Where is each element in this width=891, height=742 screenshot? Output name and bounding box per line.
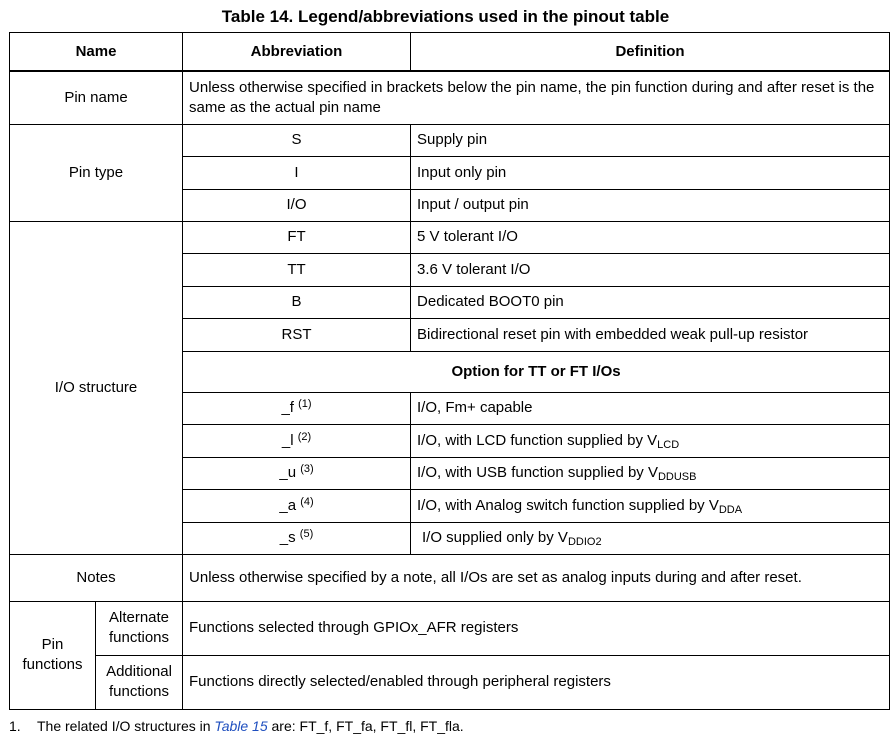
abbr-cell [183, 424, 411, 457]
footnote-ref: (1) [298, 398, 312, 410]
subscript: DDA [718, 503, 743, 516]
function-label: Additional functions [96, 655, 183, 709]
table-row [10, 554, 890, 601]
footnote [9, 717, 464, 735]
table-row [10, 655, 890, 709]
definition-cell: Input / output pin [411, 189, 890, 221]
table-row [10, 124, 890, 156]
header-row [10, 33, 890, 72]
definition-cell [411, 522, 890, 554]
legend-table [9, 32, 890, 710]
abbr-cell: B [183, 286, 411, 318]
subscript: LCD [657, 438, 680, 451]
abbr-text: _a [279, 496, 297, 514]
footnote-ref: (2) [297, 430, 312, 443]
notes-cell: Notes [10, 554, 183, 601]
table-title: Table 14. Legend/abbreviations used in the pinout table [221, 7, 670, 26]
abbr-cell [183, 457, 411, 489]
definition-cell [411, 392, 890, 424]
pin-name-cell: Pin name [10, 71, 183, 124]
header-definition: Definition [411, 33, 890, 72]
footnote-ref: (5) [299, 528, 314, 540]
footnote-text-before: The related I/O structures in [37, 718, 211, 734]
abbr-cell: RST [183, 318, 411, 351]
pin-name-definition: Unless otherwise specified in brackets below the pin name, the pin function during and after reset is the same as the actual pin name [183, 71, 890, 124]
table-row [10, 71, 890, 124]
pin-type-cell: Pin type [10, 124, 183, 221]
table-row [10, 601, 890, 655]
abbr-cell [183, 392, 411, 424]
option-header: Option for TT or FT I/Os [183, 351, 890, 392]
definition-cell [411, 424, 890, 457]
definition-text: I/O, with LCD function supplied by V [417, 431, 658, 449]
header-abbreviation: Abbreviation [183, 33, 411, 72]
abbr-cell [183, 489, 411, 522]
table-15-link[interactable]: Table 15 [214, 718, 268, 734]
header-name: Name [10, 33, 183, 72]
footnote-ref: (4) [300, 495, 314, 508]
abbr-cell: S [183, 124, 411, 156]
definition-cell: Input only pin [411, 156, 890, 189]
footnote-ref: (3) [300, 463, 314, 475]
abbr-text: _s [279, 529, 296, 546]
function-definition: Functions directly selected/enabled through peripheral registers [183, 655, 890, 709]
notes-definition: Unless otherwise specified by a note, all I/Os are set as analog inputs during and after reset. [183, 554, 890, 601]
abbr-cell: I/O [183, 189, 411, 221]
abbr-text: _f [281, 399, 294, 416]
definition-cell: Dedicated BOOT0 pin [411, 286, 890, 318]
function-label: Alternate functions [96, 601, 183, 655]
subscript: DDUSB [657, 471, 697, 483]
definition-text: I/O, with USB function supplied by V [417, 464, 658, 481]
definition-cell: 3.6 V tolerant I/O [411, 253, 890, 286]
abbr-text: _u [279, 464, 297, 481]
definition-cell [411, 457, 890, 489]
definition-text: I/O supplied only by V [422, 529, 568, 546]
footnote-number: 1. [9, 718, 21, 734]
pin-functions-cell: Pin functions [10, 601, 96, 709]
subscript: DDIO2 [567, 536, 602, 548]
abbr-text: _l [281, 431, 294, 449]
definition-cell: 5 V tolerant I/O [411, 221, 890, 253]
definition-cell: Supply pin [411, 124, 890, 156]
definition-cell: Bidirectional reset pin with embedded weak pull-up resistor [411, 318, 890, 351]
table-row [10, 221, 890, 253]
abbr-cell: TT [183, 253, 411, 286]
definition-text: I/O, with Analog switch function supplied by V [417, 496, 719, 514]
footnote-text-after: are: FT_f, FT_fa, FT_fl, FT_fla. [271, 718, 464, 734]
abbr-cell: I [183, 156, 411, 189]
definition-cell [411, 489, 890, 522]
abbr-cell [183, 522, 411, 554]
io-structure-cell: I/O structure [10, 221, 183, 554]
definition-text: I/O, Fm+ capable [417, 399, 533, 416]
abbr-cell: FT [183, 221, 411, 253]
function-definition: Functions selected through GPIOx_AFR registers [183, 601, 890, 655]
